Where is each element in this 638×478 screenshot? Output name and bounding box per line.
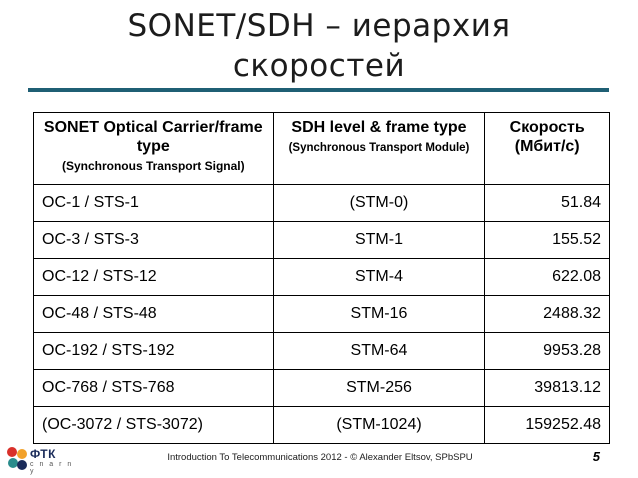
- header-sdh-sub: (Synchronous Transport Module): [288, 142, 470, 154]
- sonet-sdh-rate-table: [33, 112, 610, 444]
- header-sdh: [273, 113, 485, 185]
- cell-rate: 159252.48: [485, 407, 610, 444]
- page-number: 5: [592, 449, 600, 464]
- ftk-logo-icon: [6, 446, 28, 472]
- cell-rate: 2488.32: [485, 296, 610, 333]
- ftk-logo: [6, 446, 76, 474]
- cell-sonet: OC-1 / STS-1: [34, 185, 274, 222]
- cell-sdh: (STM-1024): [273, 407, 485, 444]
- cell-sonet: OC-12 / STS-12: [34, 259, 274, 296]
- logo-subtitle: c n a r n y: [30, 461, 74, 475]
- cell-sdh: (STM-0): [273, 185, 485, 222]
- cell-sonet: OC-768 / STS-768: [34, 370, 274, 407]
- cell-rate: 622.08: [485, 259, 610, 296]
- cell-rate: 9953.28: [485, 333, 610, 370]
- slide-title-line-2: скоростей: [232, 48, 406, 84]
- slide-title-line-1: SONET/SDH – иерархия: [127, 8, 511, 44]
- cell-sonet: OC-48 / STS-48: [34, 296, 274, 333]
- header-rate-main: Скорость (Мбит/с): [509, 119, 585, 155]
- table-row: [34, 222, 610, 259]
- table-header-row: [34, 113, 610, 185]
- table-row: [34, 185, 610, 222]
- cell-rate: 155.52: [485, 222, 610, 259]
- cell-sdh: STM-4: [273, 259, 485, 296]
- slide-title: [0, 6, 638, 86]
- header-rate: [485, 113, 610, 185]
- cell-sdh: STM-16: [273, 296, 485, 333]
- table-row: [34, 333, 610, 370]
- table-row: [34, 259, 610, 296]
- title-rule: [28, 88, 609, 92]
- header-sonet: [34, 113, 274, 185]
- header-sonet-main: SONET Optical Carrier/frame type: [43, 119, 263, 155]
- cell-sonet: OC-3 / STS-3: [34, 222, 274, 259]
- table-row: [34, 407, 610, 444]
- cell-sdh: STM-256: [273, 370, 485, 407]
- cell-sdh: STM-1: [273, 222, 485, 259]
- table-row: [34, 296, 610, 333]
- cell-sonet: (OC-3072 / STS-3072): [34, 407, 274, 444]
- header-sdh-main: SDH level & frame type: [291, 119, 467, 136]
- cell-rate: 51.84: [485, 185, 610, 222]
- footer-text: Introduction To Telecommunications 2012 - © Alexander Eltsov, SPbSPU: [167, 452, 473, 463]
- cell-rate: 39813.12: [485, 370, 610, 407]
- header-sonet-sub: (Synchronous Transport Signal): [61, 159, 245, 173]
- cell-sdh: STM-64: [273, 333, 485, 370]
- logo-name: ФТК: [30, 447, 56, 461]
- table-row: [34, 370, 610, 407]
- cell-sonet: OC-192 / STS-192: [34, 333, 274, 370]
